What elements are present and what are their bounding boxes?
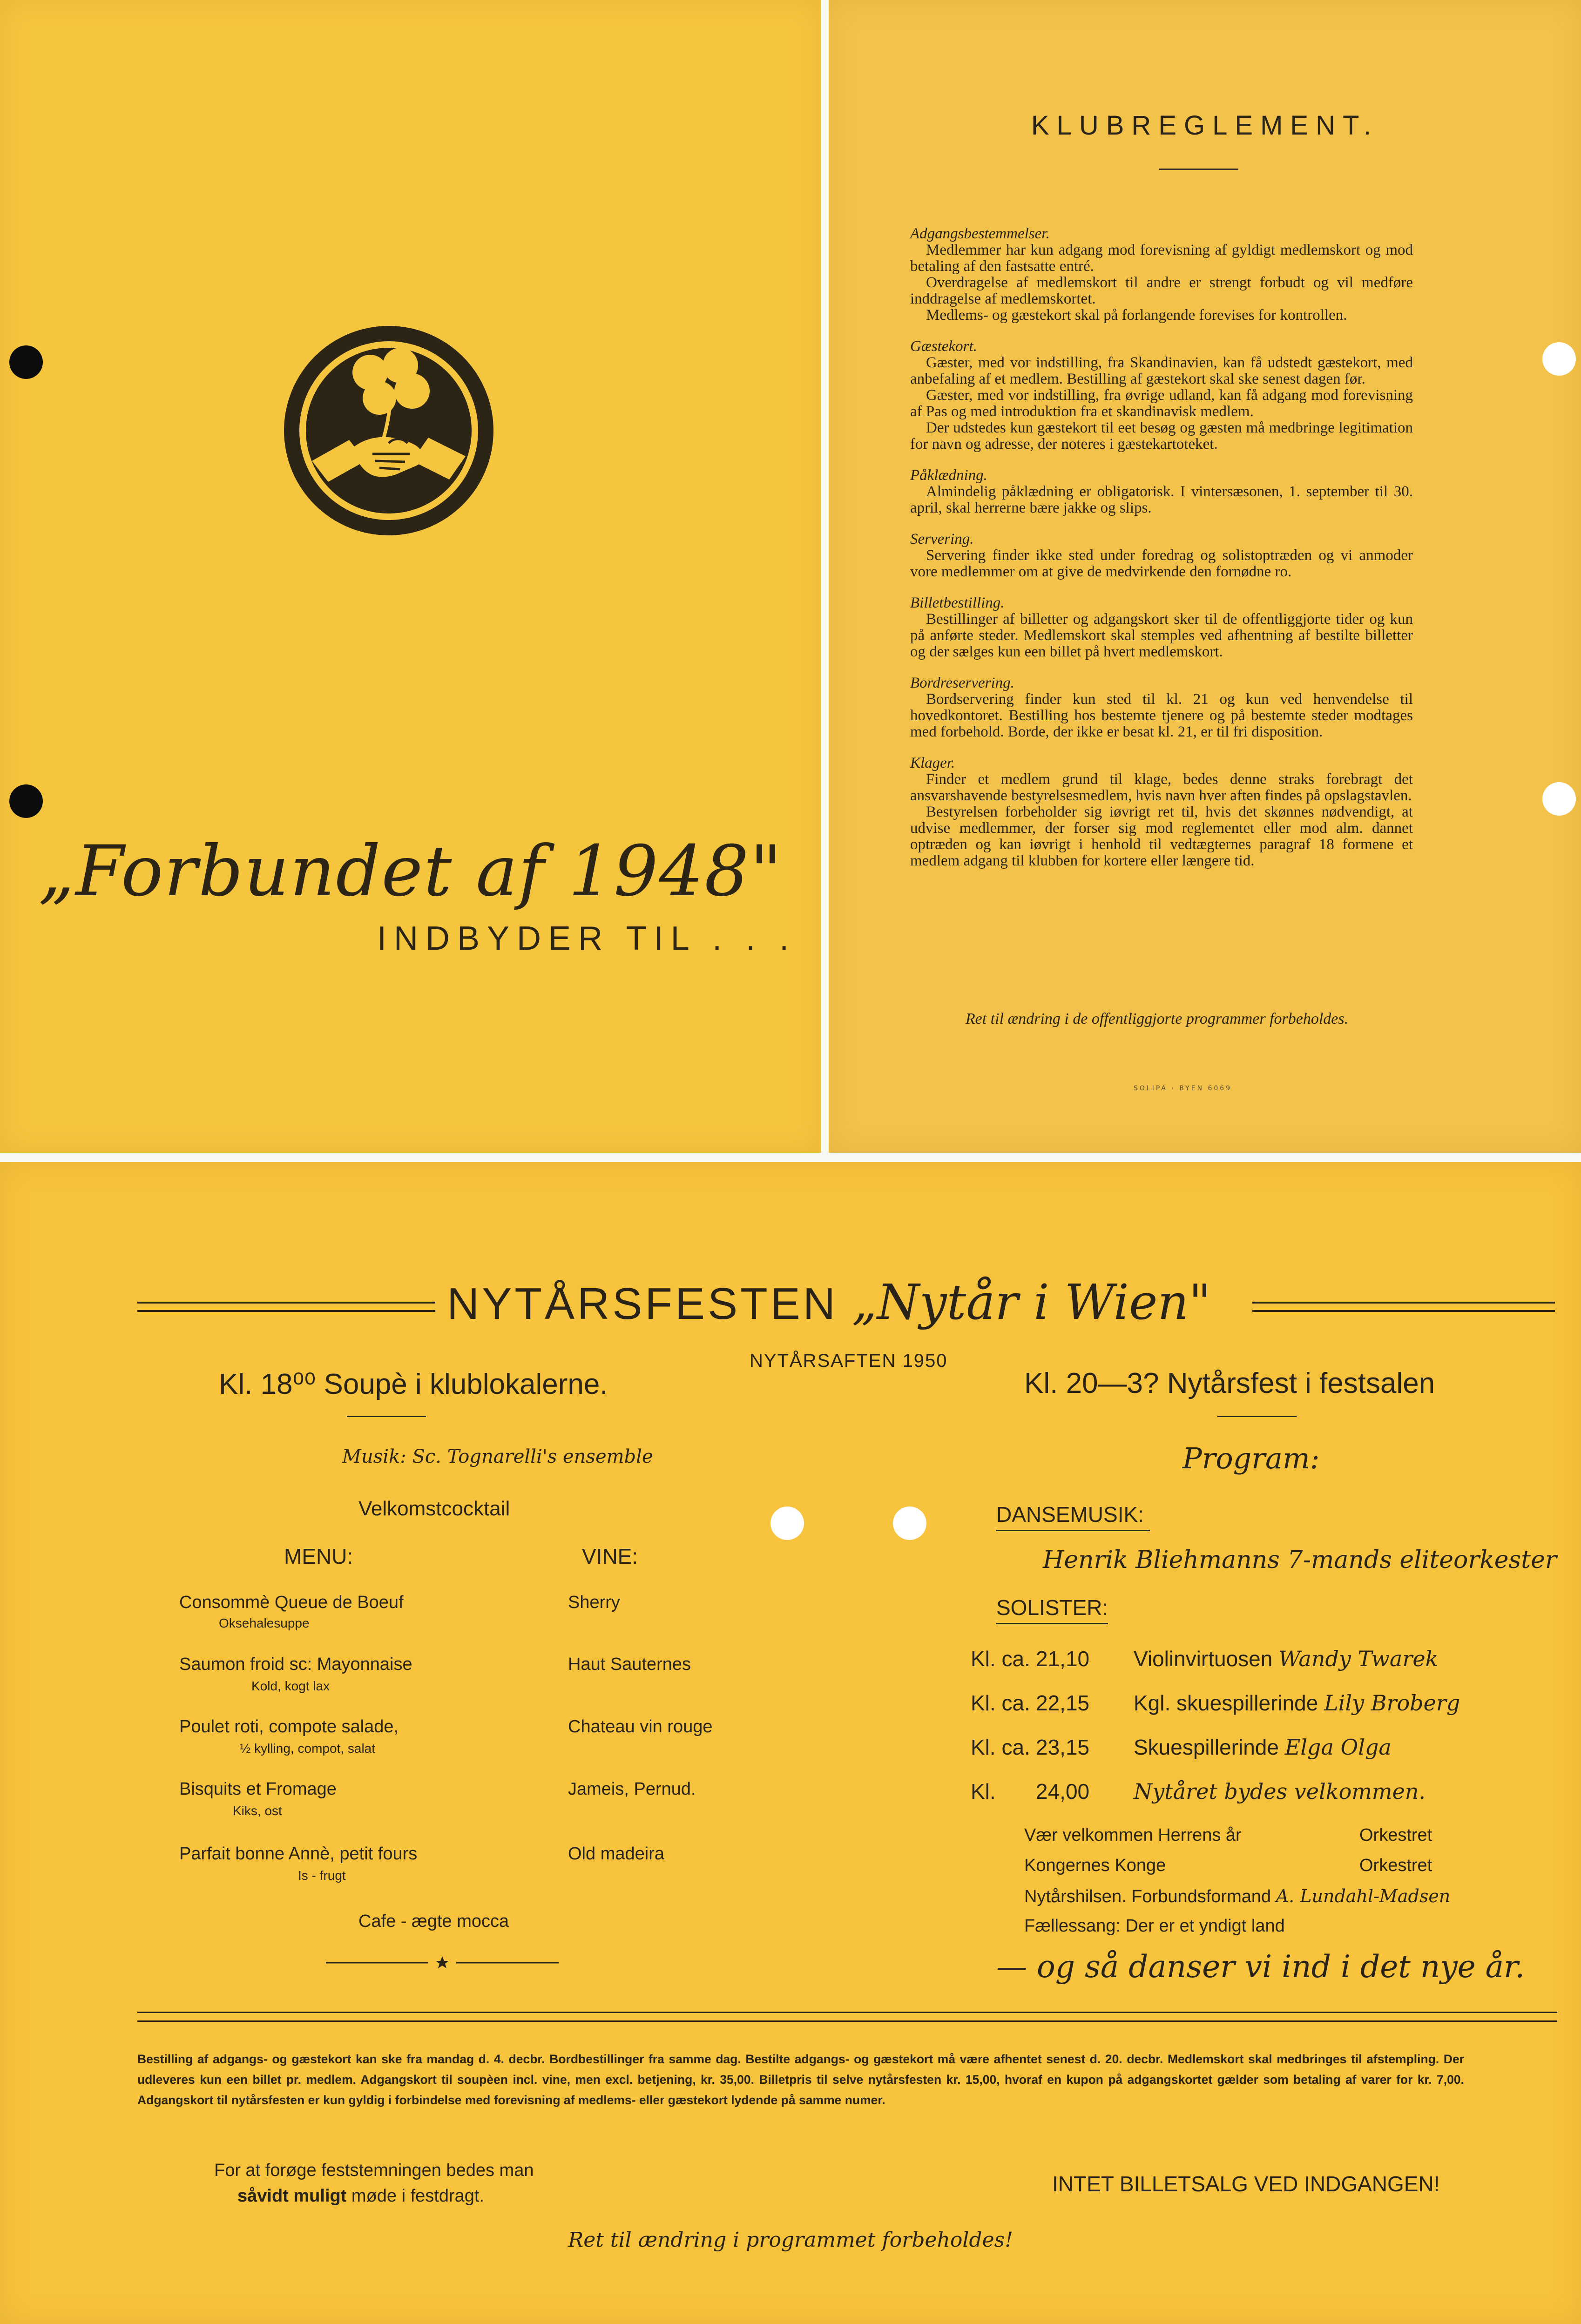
welcome-cocktail: Velkomstcocktail <box>358 1497 510 1520</box>
rule-paragraph: Bestyrelsen forbeholder sig iøvrigt ret til, hvis det skønnes nødvendigt, at udvise medlemmer, der forser sig mod reglementet eller mod alm. dannet optræden og kan iøvrigt i henhold til vedtægternes paragraf 18 formene et medlem adgang til klubben for kortere eller længere tid. <box>910 804 1413 869</box>
soloist-time: 22,15 <box>1036 1691 1090 1715</box>
program-row <box>1024 1886 1490 1907</box>
program-performer: Orkestret <box>1359 1856 1432 1875</box>
dress-note-rest: møde i festdragt. <box>346 2186 485 2206</box>
rule-paragraph: Gæster, med vor indstilling, fra øvrige udland, kan få adgang mod forevisning af Pas og med introduktion fra et skandinavisk medlem. <box>910 387 1413 420</box>
rule-paragraph: Almindelig påklædning er obligatorisk. I vintersæsonen, 1. september til 30. april, skal herrerne bære jakke og slips. <box>910 483 1413 516</box>
soloist-kl: Kl. ca. <box>971 1647 1030 1671</box>
solister-label: SOLISTER: <box>996 1595 1108 1620</box>
menu-item-sub: Is - frugt <box>298 1868 346 1883</box>
soloist-kl: Kl. <box>971 1779 996 1804</box>
dansemusik-label: DANSEMUSIK: <box>996 1502 1144 1527</box>
menu-item: Saumon froid sc: Mayonnaise <box>179 1655 412 1674</box>
divider <box>996 1623 1108 1624</box>
program-heading: NYTÅRSFESTEN <box>447 1279 838 1329</box>
punch-hole <box>1542 342 1576 376</box>
divider <box>1217 1416 1297 1417</box>
rule-paragraph: Overdragelse af medlemskort til andre er strengt forbudt og vil medføre inddragelse af medlemskortet. <box>910 274 1413 307</box>
menu-item: Poulet roti, compote salade, <box>179 1717 399 1736</box>
program-row <box>1024 1856 1490 1876</box>
soloist-name: Elga Olga <box>1284 1735 1392 1760</box>
booking-info: Bestilling af adgangs- og gæstekort kan ske fra mandag d. 4. decbr. Bordbestillinger fra samme dag. Bestilte adgangs- og gæstekort må være afhentet senest d. 20. decbr. Medlemskort skal medbringes til afstempling. Der udleveres kun een billet pr. medlem. Adgangskort til soupèen incl. vine, men excl. betjening, kr. 35,00. Billetpris til selve nytårsfesten kr. 15,00, hvoraf en kupon på adgangskortet gælder som betaling af varer for kr. 7,00. Adgangskort til nytårsfesten er kun gyldig i forbindelse med forevisning af medlems- eller gæstekort lydende på samme numer. <box>137 2052 1464 2107</box>
cover-page <box>0 0 821 1153</box>
printer-mark: SOLIPA · BYEN 6069 <box>1134 1085 1232 1092</box>
rule-paragraph: Medlems- og gæstekort skal på forlangende forevises for kontrollen. <box>926 307 1347 324</box>
program-reserve-note: Ret til ændring i programmet forbeholdes! <box>568 2228 1013 2252</box>
coffee-line: Cafe - ægte mocca <box>358 1912 509 1931</box>
program-performer: Orkestret <box>1359 1825 1432 1845</box>
soloist-role-wrap <box>1134 1690 1460 1716</box>
heading-double-rule <box>137 1302 435 1312</box>
dress-note-line2 <box>237 2186 484 2206</box>
wine-item: Chateau vin rouge <box>568 1717 713 1736</box>
rule-paragraph: Der udstedes kun gæstekort til eet besøg og gæsten må medbringe legitimation for navn og adresse, der noteres i gæstekartoteket. <box>910 419 1413 453</box>
soloist-kl: Kl. ca. <box>971 1735 1030 1759</box>
soloist-time: 21,10 <box>1036 1647 1090 1671</box>
program-item: Vær velkommen Herrens år <box>1024 1825 1242 1845</box>
program-signature: A. Lundahl-Madsen <box>1276 1886 1451 1906</box>
rule-paragraph: Bestillinger af billetter og adgangskort sker til de offentliggjorte tider og kun på anførte steder. Medlemskort skal stemples ved afhentning af bestilte billetter og der sælges kun een billet på hvert medlemskort. <box>910 611 1413 660</box>
section-heading: Servering. <box>910 531 974 547</box>
soloist-kl: Kl. ca. <box>971 1691 1030 1715</box>
program-page <box>0 1162 1581 2324</box>
program-label: Program: <box>1182 1441 1320 1475</box>
section-heading: Påklædning. <box>910 467 987 484</box>
soloist-name: Wandy Twarek <box>1278 1646 1439 1671</box>
menu-label: MENU: <box>284 1544 353 1568</box>
rule-paragraph: Gæster, med vor indstilling, fra Skandinavien, kan få udstedt gæstekort, med anbefaling af et medlem. Bestilling af gæstekort skal ske senest dagen før. <box>910 354 1413 387</box>
menu-item-sub: Oksehalesuppe <box>219 1616 310 1630</box>
soupe-heading: Kl. 18⁰⁰ Soupè i klublokalerne. <box>219 1368 608 1400</box>
rule-paragraph: Medlemmer har kun adgang mod forevisning af gyldigt medlemskort og mod betaling af den fastsatte entré. <box>910 242 1413 275</box>
rules-body <box>910 221 1413 869</box>
star-divider-icon <box>326 1953 559 1972</box>
section-heading: Billetbestilling. <box>910 595 1005 611</box>
soloist-role-wrap <box>1134 1646 1438 1671</box>
punch-hole <box>9 345 43 379</box>
dress-note-bold: såvidt muligt <box>237 2186 347 2206</box>
vine-label: VINE: <box>582 1544 638 1568</box>
festsal-heading: Kl. 20—3? Nytårsfest i festsalen <box>1024 1367 1435 1399</box>
wine-item: Haut Sauternes <box>568 1655 691 1674</box>
punch-hole <box>1542 782 1576 816</box>
section-double-rule <box>137 2012 1557 2022</box>
program-heading-script: „Nytår i Wien" <box>852 1274 1211 1331</box>
rules-footer: Ret til ændring i de offentliggjorte programmer forbeholdes. <box>965 1010 1349 1027</box>
wine-item: Old madeira <box>568 1844 664 1864</box>
heading-double-rule <box>1252 1302 1555 1312</box>
program-item: Kongernes Konge <box>1024 1856 1166 1875</box>
rule-paragraph: Finder et medlem grund til klage, bedes denne straks forebragt det ansvarshavende bestyrelsesmedlem, hvis navn hver aften findes på opslagstavlen. <box>910 771 1413 804</box>
rules-page <box>829 0 1581 1153</box>
soloist-role-wrap <box>1134 1735 1392 1760</box>
rule-paragraph: Servering finder ikke sted under foredrag og solistoptræden og vi anmoder vore medlemmer om at give de medvirkende den fornødne ro. <box>910 547 1413 580</box>
program-date: NYTÅRSAFTEN 1950 <box>750 1351 948 1371</box>
program-row <box>1024 1916 1490 1936</box>
program-item: Nytårshilsen. Forbundsformand <box>1024 1887 1271 1906</box>
divider <box>996 1530 1150 1531</box>
soloist-name: Lily Broberg <box>1324 1690 1460 1716</box>
menu-item: Bisquits et Fromage <box>179 1779 337 1799</box>
menu-item-sub: Kold, kogt lax <box>251 1679 330 1693</box>
orchestra-name: Henrik Bliehmanns 7-mands eliteorkester <box>1043 1546 1557 1574</box>
punch-hole <box>770 1507 804 1540</box>
soloist-name: Nytåret bydes velkommen. <box>1134 1779 1426 1804</box>
rule-paragraph: Bordservering finder kun sted til kl. 21 og kun ved henvendelse til hovedkontoret. Bestilling hos bestemte tjenere og på bestemte steder modtages med forbehold. Borde, der ikke er besat kl. 21, er til fri disposition. <box>910 691 1413 740</box>
section-heading: Klager. <box>910 755 955 771</box>
menu-item: Parfait bonne Annè, petit fours <box>179 1844 418 1864</box>
cover-title: „Forbundet af 1948" <box>38 831 783 912</box>
soloist-role: Violinvirtuosen <box>1134 1647 1273 1671</box>
soloist-time: 23,15 <box>1036 1735 1090 1759</box>
soloist-role: Skuespillerinde <box>1134 1735 1279 1759</box>
menu-item-sub: ½ kylling, compot, salat <box>240 1741 376 1756</box>
wine-item: Sherry <box>568 1593 620 1612</box>
wine-item: Jameis, Pernud. <box>568 1779 696 1799</box>
music-line: Musik: Sc. Tognarelli's ensemble <box>342 1446 653 1467</box>
section-heading: Bordreservering. <box>910 675 1014 691</box>
menu-item: Consommè Queue de Boeuf <box>179 1593 404 1612</box>
soloist-role: Kgl. skuespillerinde <box>1134 1691 1318 1715</box>
soloist-role-wrap <box>1134 1779 1426 1804</box>
punch-hole <box>893 1507 926 1540</box>
divider <box>347 1416 426 1417</box>
punch-hole <box>9 784 43 818</box>
soloist-time: 24,00 <box>1036 1779 1090 1804</box>
program-item: Fællessang: Der er et yndigt land <box>1024 1916 1285 1936</box>
rules-title: KLUBREGLEMENT. <box>1031 110 1379 141</box>
final-line: — og så danser vi ind i det nye år. <box>996 1949 1525 1985</box>
section-heading: Adgangsbestemmelser. <box>910 225 1050 242</box>
clover-handshake-emblem-icon <box>279 321 498 540</box>
cover-subtitle: INDBYDER TIL . . . <box>377 920 797 957</box>
program-row <box>1024 1825 1490 1845</box>
no-sale-notice: INTET BILLETSALG VED INDGANGEN! <box>1052 2172 1440 2196</box>
section-heading: Gæstekort. <box>910 338 977 355</box>
menu-item-sub: Kiks, ost <box>233 1804 282 1818</box>
title-divider <box>1159 169 1238 170</box>
dress-note-line1: For at forøge feststemningen bedes man <box>214 2161 534 2180</box>
